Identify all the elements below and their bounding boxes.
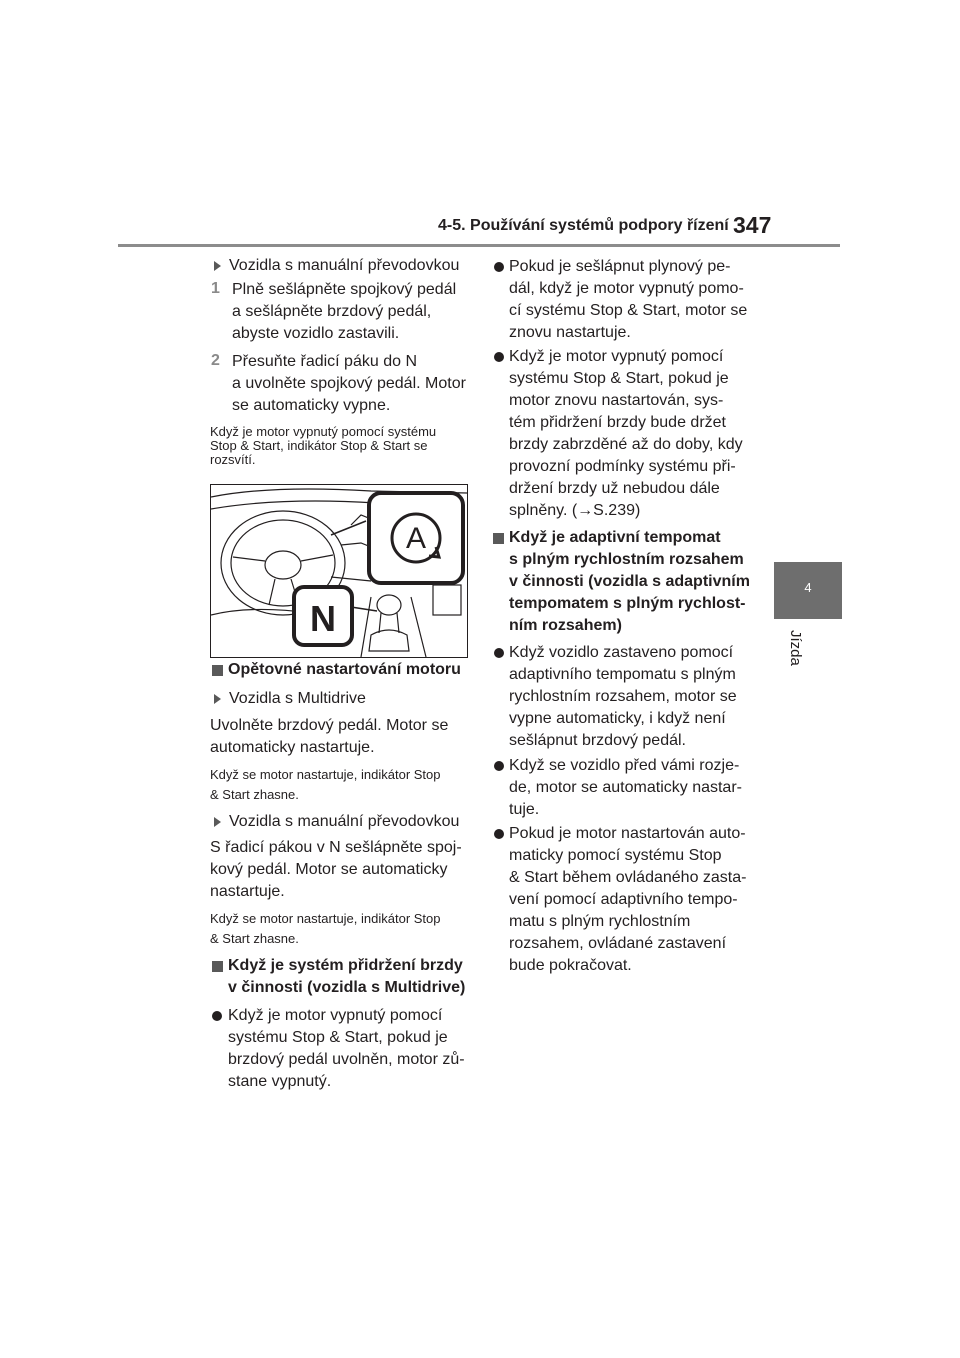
square-bullet-icon — [212, 961, 223, 972]
step1-line: abyste vozidlo zastavili. — [232, 325, 400, 342]
note-line: Stop & Start, indikátor Stop & Start se — [210, 438, 428, 453]
bullet-line: tuje. — [509, 801, 540, 818]
bullet-line: provozní podmínky systému při- — [509, 458, 736, 475]
heading-cruise: ním rozsahem) — [509, 617, 622, 634]
bullet-line: brzdový pedál uvolněn, motor zů- — [228, 1051, 465, 1068]
heading-cruise: s plným rychlostním rozsahem — [509, 551, 744, 568]
bullet-line: stane vypnutý. — [228, 1073, 332, 1090]
header-rule — [118, 244, 840, 247]
note-line: Když se motor nastartuje, indikátor Stop — [210, 911, 441, 926]
bullet-line: bude pokračovat. — [509, 957, 632, 974]
bullet-line: maticky pomocí systému Stop — [509, 847, 722, 864]
triangle-bullet-icon — [214, 817, 221, 827]
note-line: Když se motor nastartuje, indikátor Stop — [210, 767, 441, 782]
bullet-line: vení pomocí adaptivního tempo- — [509, 891, 738, 908]
heading-brake-hold: v činnosti (vozidla s Multidrive) — [228, 979, 466, 996]
step2-line: a uvolněte spojkový pedál. Motor — [232, 375, 466, 392]
bullet-line: Pokud je sešlápnut plynový pe- — [509, 258, 731, 275]
bullet-line: adaptivního tempomatu s plným — [509, 666, 736, 683]
chapter-number: 4 — [804, 580, 812, 595]
step-number: 2 — [211, 352, 220, 369]
square-bullet-icon — [493, 533, 504, 544]
bullet-line: cí systému Stop & Start, motor se — [509, 302, 748, 319]
round-bullet-icon — [494, 262, 504, 272]
bullet-line: matu s plným rychlostním — [509, 913, 691, 930]
bullet-line: Pokud je motor nastartován auto- — [509, 825, 746, 842]
bullet-line: Když se vozidlo před vámi rozje- — [509, 757, 740, 774]
bullet-line: rychlostním rozsahem, motor se — [509, 688, 737, 705]
bullet-line: brzdy zabrzděné až do doby, kdy — [509, 436, 743, 453]
round-bullet-icon — [494, 352, 504, 362]
subheading-manual: Vozidla s manuální převodovkou — [229, 813, 460, 830]
paragraph-line: nastartuje. — [210, 883, 285, 900]
heading-cruise: v činnosti (vozidla s adaptivním — [509, 573, 750, 590]
subheading-multidrive: Vozidla s Multidrive — [229, 690, 366, 707]
paragraph-line: Uvolněte brzdový pedál. Motor se — [210, 717, 449, 734]
square-bullet-icon — [212, 665, 223, 676]
step-number: 1 — [211, 280, 220, 297]
round-bullet-icon — [494, 648, 504, 658]
page-number: 347 — [733, 212, 772, 238]
round-bullet-icon — [212, 1011, 222, 1021]
step2-line: se automaticky vypne. — [232, 397, 391, 414]
gear-letter: N — [310, 598, 336, 639]
paragraph-line: kový pedál. Motor se automaticky — [210, 861, 448, 878]
stop-start-button-letter: A — [405, 522, 427, 555]
note-line: & Start zhasne. — [210, 931, 299, 946]
round-bullet-icon — [494, 761, 504, 771]
triangle-bullet-icon — [214, 261, 221, 271]
section-title: 4-5. Používání systémů podpory řízení — [438, 217, 729, 234]
bullet-line: sešlápnut brzdový pedál. — [509, 732, 686, 749]
step1-line: a sešlápněte brzdový pedál, — [232, 303, 432, 320]
note-line: Když je motor vypnutý pomocí systému — [210, 424, 437, 439]
bullet-line: držení brzdy už nebudou dále — [509, 480, 720, 497]
heading-brake-hold: Když je systém přidržení brzdy — [228, 957, 463, 974]
heading-restart: Opětovné nastartování motoru — [228, 661, 461, 678]
note-line: & Start zhasne. — [210, 787, 299, 802]
bullet-line: de, motor se automaticky nastar- — [509, 779, 742, 796]
bullet-line: & Start během ovládaného zasta- — [509, 869, 747, 886]
round-bullet-icon — [494, 829, 504, 839]
bullet-line: motor znovu nastartován, sys- — [509, 392, 724, 409]
chapter-label: Jízda — [787, 630, 804, 666]
step2-line: Přesuňte řadicí páku do N — [232, 353, 417, 370]
bullet-line: Když vozidlo zastaveno pomocí — [509, 644, 734, 661]
bullet-line: tém přidržení brzdy bude držet — [509, 414, 726, 431]
dashboard-drawing — [211, 485, 467, 657]
note-line: rozsvítí. — [210, 452, 256, 467]
bullet-line: znovu nastartuje. — [509, 324, 631, 341]
bullet-line: vypne automaticky, i když není — [509, 710, 726, 727]
bullet-line: systému Stop & Start, pokud je — [509, 370, 729, 387]
paragraph-line: automaticky nastartuje. — [210, 739, 375, 756]
bullet-line: dál, když je motor vypnutý pomo- — [509, 280, 744, 297]
bullet-line: splněny. (→S.239) — [509, 502, 641, 519]
stop-start-illustration — [210, 484, 468, 658]
heading-cruise: Když je adaptivní tempomat — [509, 529, 721, 546]
heading-cruise: tempomatem s plným rychlost- — [509, 595, 746, 612]
step1-line: Plně sešlápněte spojkový pedál — [232, 281, 457, 298]
triangle-bullet-icon — [214, 694, 221, 704]
paragraph-line: S řadicí pákou v N sešlápněte spoj- — [210, 839, 462, 856]
bullet-line: systému Stop & Start, pokud je — [228, 1029, 448, 1046]
bullet-line: Když je motor vypnutý pomocí — [509, 348, 724, 365]
subheading-manual: Vozidla s manuální převodovkou — [229, 257, 460, 274]
bullet-line: rozsahem, ovládané zastavení — [509, 935, 727, 952]
bullet-line: Když je motor vypnutý pomocí — [228, 1007, 443, 1024]
